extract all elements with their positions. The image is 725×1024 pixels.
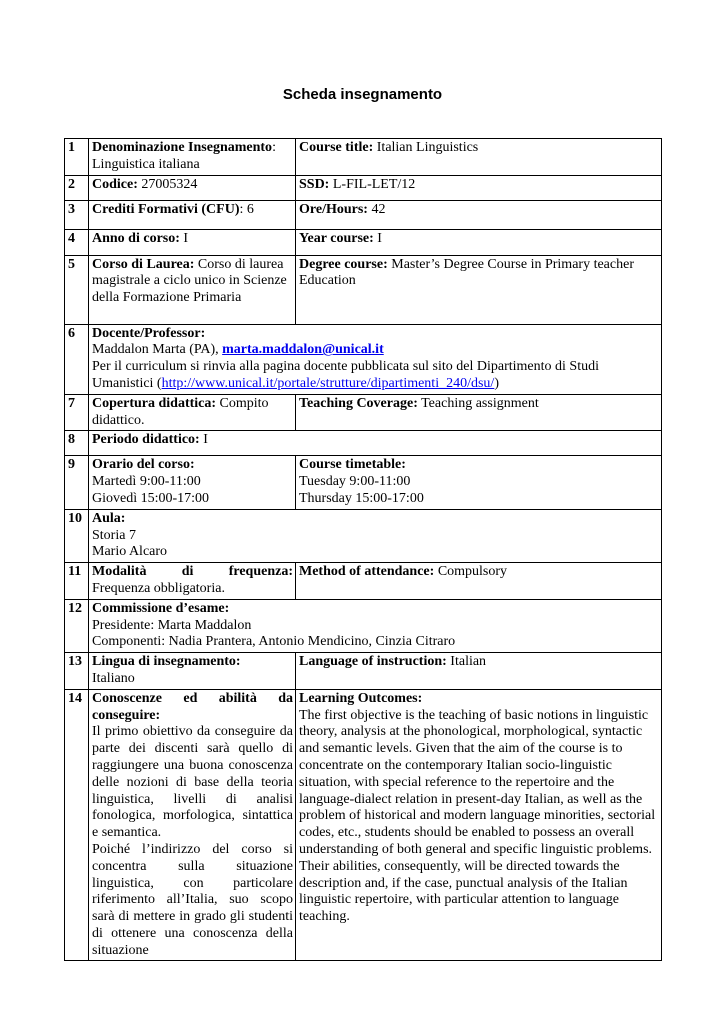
- table-row: [65, 456, 662, 509]
- teaching-language-cell: [89, 653, 296, 690]
- classroom-line: Storia 7: [92, 527, 136, 543]
- page-title: Scheda insegnamento: [282, 86, 443, 103]
- table-row: [65, 255, 662, 324]
- table-row: [65, 689, 662, 960]
- code-cell: [89, 175, 296, 200]
- method-attendance-cell: [296, 563, 662, 600]
- field-value: Corso di laurea magistrale a ciclo unico in Scienze della Formazione Primaria: [92, 256, 287, 306]
- degree-cell: [89, 255, 296, 324]
- field-label: Learning Outcomes:: [299, 690, 423, 706]
- field-value: Teaching assignment: [421, 395, 539, 411]
- attendance-cell: [89, 563, 296, 600]
- row-number: 6: [65, 324, 89, 394]
- field-label: Copertura didattica:: [92, 395, 217, 411]
- timetable-line: Thursday 15:00-17:00: [299, 490, 424, 506]
- field-value: Compulsory: [437, 564, 508, 580]
- row-number: 12: [65, 599, 89, 652]
- field-label: Ore/Hours:: [299, 201, 368, 217]
- field-value: L-FIL-LET/12: [332, 176, 416, 192]
- field-label: Anno di corso:: [92, 230, 180, 246]
- table-row: [65, 653, 662, 690]
- exam-board-cell: [89, 599, 662, 652]
- row-number: 1: [65, 139, 89, 176]
- timetable-line: Tuesday 9:00-11:00: [299, 474, 411, 490]
- field-label: SSD:: [299, 176, 330, 192]
- field-value: Compito didattico.: [92, 395, 269, 428]
- table-row: [65, 175, 662, 200]
- table-row: [65, 394, 662, 431]
- row-number: 13: [65, 653, 89, 690]
- field-label: Lingua di insegnamento:: [92, 654, 241, 670]
- field-label: Docente/Professor:: [92, 325, 206, 341]
- row-number: 2: [65, 175, 89, 200]
- field-value: I: [377, 230, 382, 246]
- teaching-coverage-cell: [296, 394, 662, 431]
- field-label: Corso di Laurea:: [92, 256, 195, 272]
- timetable-cell: [89, 456, 296, 509]
- coverage-cell: [89, 394, 296, 431]
- field-value: 42: [371, 201, 386, 217]
- field-value: Italian: [450, 654, 487, 670]
- field-label: Aula:: [92, 510, 126, 526]
- field-label: Commissione d’esame:: [92, 600, 230, 616]
- learning-outcomes-text: The first objective is the teaching of basic notions in linguistic theory, analysis at the phonological, morphological, syntactic and semantic levels. Given that the aim of the course is to concentrate on the contemporary Italian socio-linguistic situation, with special reference to the repertoire and the language-dialect relation in present-day Italian, as well as the problem of historical and modern language minorities, sectorial codes, etc., students should be enabled to possess an overall understanding of both general and specific linguistic problems. Their abilities, consequently, will be directed towards the description and, if the case, punctual analysis of the Italian linguistic repertoire, with particular attention to language teaching.: [299, 707, 656, 925]
- field-label: Degree course:: [299, 256, 388, 272]
- field-label: Crediti Formativi (CFU): [92, 201, 240, 217]
- row-number: 7: [65, 394, 89, 431]
- field-value: Italian Linguistics: [376, 140, 479, 155]
- field-value: 27005324: [141, 176, 198, 192]
- classroom-cell: [89, 509, 662, 562]
- row-number: 10: [65, 509, 89, 562]
- field-label: Modalità di frequenza:: [92, 564, 293, 580]
- hours-cell: [296, 200, 662, 229]
- field-label: Course title:: [299, 140, 374, 155]
- table-row: [65, 200, 662, 229]
- learning-outcomes-cell: [296, 689, 662, 960]
- field-label: Language of instruction:: [299, 654, 447, 670]
- field-label: Teaching Coverage:: [299, 395, 418, 411]
- field-value: : 6: [239, 201, 254, 217]
- row-number: 11: [65, 563, 89, 600]
- field-value: I: [183, 230, 189, 246]
- field-separator: :: [272, 140, 276, 155]
- knowledge-skills-cell: [89, 689, 296, 960]
- course-title-cell: [296, 139, 662, 176]
- table-row: [65, 139, 662, 176]
- field-value: I: [203, 432, 208, 448]
- field-label: Year course:: [299, 230, 374, 246]
- table-row: [65, 509, 662, 562]
- professor-cell: [89, 324, 662, 394]
- period-cell: [89, 431, 662, 456]
- field-label: Course timetable:: [299, 457, 406, 473]
- row-number: 9: [65, 456, 89, 509]
- field-label: Method of attendance:: [299, 564, 435, 580]
- exam-board-line: Componenti: Nadia Prantera, Antonio Mendicino, Cinzia Citraro: [92, 634, 456, 650]
- table-row: [65, 324, 662, 394]
- table-row: [65, 431, 662, 456]
- field-value: Frequenza obbligatoria.: [92, 580, 225, 596]
- field-label: Orario del corso:: [92, 457, 195, 473]
- knowledge-paragraph: Il primo obiettivo da conseguire da parte dei discenti sarà quello di raggiungere una buona conoscenza delle nozioni di base della teoria linguistica, livelli di analisi fonologica, morfologica, sintattica e semantica.: [92, 724, 293, 841]
- field-value: Master’s Degree Course in Primary teacher Education: [299, 256, 634, 289]
- knowledge-paragraph: Poiché l’indirizzo del corso si concentra sulla situazione linguistica, con particolare riferimento all’Italia, suo scopo sarà di mettere in grado gli studenti di ottenere una conoscenza della situazione: [92, 841, 293, 958]
- course-timetable-cell: [296, 456, 662, 509]
- curriculum-close: ): [494, 375, 499, 391]
- row-number: 4: [65, 229, 89, 255]
- field-label: Denominazione Insegnamento: [92, 140, 273, 155]
- timetable-line: Giovedì 15:00-17:00: [92, 490, 210, 506]
- row-number: 8: [65, 431, 89, 456]
- department-url-link[interactable]: http://www.unical.it/portale/strutture/dipartimenti_240/dsu/: [161, 375, 495, 391]
- row-number: 3: [65, 200, 89, 229]
- exam-board-line: Presidente: Marta Maddalon: [92, 617, 252, 633]
- course-name-cell: [89, 139, 296, 176]
- timetable-line: Martedì 9:00-11:00: [92, 474, 201, 490]
- field-value: Linguistica italiana: [92, 156, 200, 172]
- curriculum-text: Per il curriculum si rinvia alla pagina docente pubblicata sul sito del Dipartimento di Studi Umanistici (: [92, 359, 599, 391]
- professor-name: Maddalon Marta (PA),: [92, 342, 219, 358]
- table-row: [65, 563, 662, 600]
- professor-email-link[interactable]: marta.maddalon@unical.it: [222, 342, 384, 358]
- field-label: Periodo didattico:: [92, 432, 200, 448]
- field-label: Codice:: [92, 176, 138, 192]
- degree-course-cell: [296, 255, 662, 324]
- course-info-table: [64, 138, 662, 961]
- row-number: 14: [65, 689, 89, 960]
- field-value: Italiano: [92, 670, 135, 686]
- language-instruction-cell: [296, 653, 662, 690]
- classroom-line: Mario Alcaro: [92, 544, 168, 560]
- ssd-cell: [296, 175, 662, 200]
- table-row: [65, 599, 662, 652]
- field-label: Conoscenze ed abilità da conseguire:: [92, 690, 293, 723]
- year-course-cell: [296, 229, 662, 255]
- credits-cell: [89, 200, 296, 229]
- row-number: 5: [65, 255, 89, 324]
- table-row: [65, 229, 662, 255]
- year-cell: [89, 229, 296, 255]
